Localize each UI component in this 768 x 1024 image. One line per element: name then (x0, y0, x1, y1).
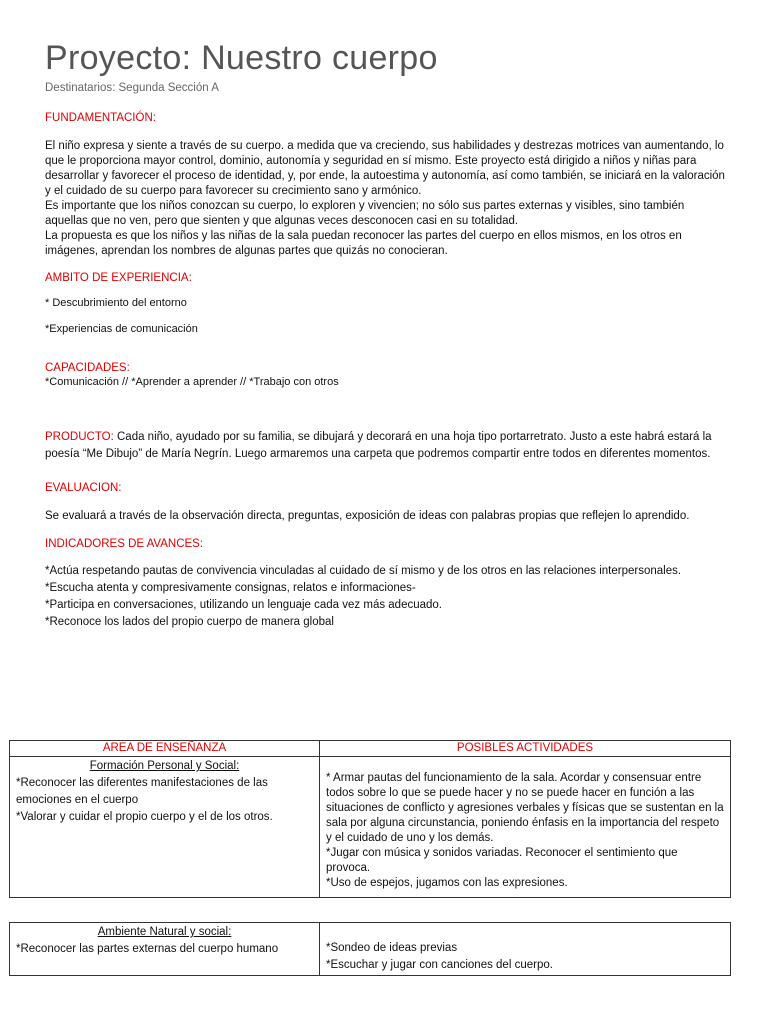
areas-table-1 (9, 740, 731, 898)
producto-text: Cada niño, ayudado por su familia, se dibujará y decorará en una hoja tipo portarretrato. Justo a este habrá estará la poesía “Me Dibujo” de María Negrín. Luego armaremos una carpeta que podremos compartir entre todos en diferentes momentos. (45, 431, 712, 460)
area-item: *Reconocer las partes externas del cuerpo humano (16, 943, 279, 955)
area-item: *Reconocer las diferentes manifestaciones de las emociones en el cuerpo (16, 777, 268, 806)
activities-cell (320, 757, 731, 898)
ambito-item: *Experiencias de comunicación (45, 323, 198, 335)
producto-heading: PRODUCTO: (45, 431, 114, 443)
document-page (45, 38, 725, 631)
areas-table-2 (9, 922, 731, 976)
page-title: Proyecto: Nuestro cuerpo (45, 39, 438, 77)
fundamentacion-paragraph: La propuesta es que los niños y las niñas de la sala puedan reconocer las partes del cuerpo en ellos mismos, en los otros en imágenes, aprendan los nombres de algunas partes que quizás no conocieran. (45, 230, 682, 257)
evaluacion-heading: EVALUACION: (45, 482, 122, 494)
activity-item: *Jugar con música y sonidos variadas. Reconocer el sentimiento que provoca. (326, 847, 678, 874)
area-cell (10, 757, 320, 898)
indicador-item: *Actúa respetando pautas de convivencia vinculadas al cuidado de sí mismo y de los otros en las relaciones interpersonales. (45, 565, 682, 577)
producto-section (45, 429, 725, 463)
indicador-item: *Reconoce los lados del propio cuerpo de manera global (45, 616, 334, 628)
evaluacion-text: Se evaluará a través de la observación directa, preguntas, exposición de ideas con palabras propias que reflejen lo aprendido. (45, 510, 690, 522)
indicadores-list (45, 563, 725, 631)
fundamentacion-body (45, 139, 725, 259)
activity-item: *Uso de espejos, jugamos con las expresiones. (326, 877, 568, 889)
col-header-actividades: POSIBLES ACTIVIDADES (320, 741, 731, 757)
fundamentacion-heading: FUNDAMENTACIÓN: (45, 112, 156, 124)
area-title: Ambiente Natural y social: (97, 926, 232, 938)
capacidades-heading: CAPACIDADES: (45, 362, 130, 374)
page-subtitle: Destinatarios: Segunda Sección A (45, 82, 219, 94)
fundamentacion-paragraph: Es importante que los niños conozcan su cuerpo, lo exploren y vivencien; no sólo sus partes externas y visibles, sino también aquellas que no ven, pero que sienten y que algunas veces desconocen casi en su totalidad. (45, 200, 685, 227)
fundamentacion-paragraph: El niño expresa y siente a través de su cuerpo. a medida que va creciendo, sus habilidades y destrezas motrices van aumentando, lo que le proporciona mayor control, dominio, autonomía y seguridad en sí mismo. Este proyecto está dirigido a niños y niñas para desarrollar y favorecer el proceso de identidad, y, por ende, la autoestima y autonomía, así como también, se iniciará en la valoración y el cuidado de su cuerpo para favorecer su crecimiento sano y armónico. (45, 140, 725, 197)
activities-cell (320, 923, 731, 976)
indicadores-heading: INDICADORES DE AVANCES: (45, 538, 204, 550)
capacidades-text: *Comunicación // *Aprender a aprender // *Trabajo con otros (45, 376, 339, 388)
activity-item: * Armar pautas del funcionamiento de la sala. Acordar y consensuar entre todos sobre lo que se puede hacer y no se puede hacer en función a las situaciones de conflicto y agresiones verbales y físicas que se sustentan en la sala por alguna circunstancia, poniendo énfasis en la importancia del respeto y el cuidado de uno y los demás. (326, 772, 724, 844)
col-header-area: AREA DE ENSEÑANZA (10, 741, 320, 757)
ambito-heading: AMBITO DE EXPERIENCIA: (45, 272, 192, 284)
activity-item: *Sondeo de ideas previas (326, 942, 458, 954)
ambito-item: * Descubrimiento del entorno (45, 297, 187, 309)
activity-item: *Escuchar y jugar con canciones del cuerpo. (326, 959, 553, 971)
area-title: Formación Personal y Social: (89, 760, 240, 772)
area-item: *Valorar y cuidar el propio cuerpo y el de los otros. (16, 811, 273, 823)
indicador-item: *Escucha atenta y compresivamente consignas, relatos e informaciones- (45, 582, 416, 594)
indicador-item: *Participa en conversaciones, utilizando un lenguaje cada vez más adecuado. (45, 599, 443, 611)
area-cell (10, 923, 320, 976)
